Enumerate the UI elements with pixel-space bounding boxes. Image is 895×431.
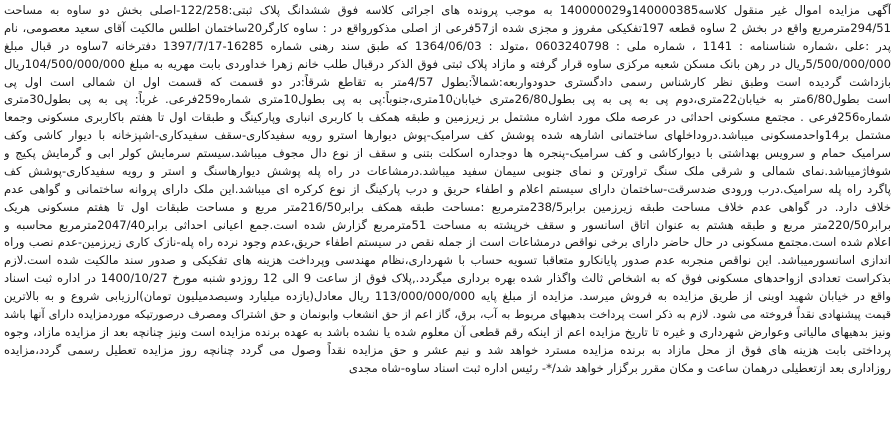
notice-line: پرداختی بابت هزینه های فوق از محل مازاد به برنده مزایده مسترد خواهد شد و نیم عشر و حق مزایده نقداً وصول می گردد چنانچه روز مزایده تعطیل رسمی گردد،مزایده — [4, 342, 891, 357]
notice-line: واقع در خیابان شهید اوینی از طریق مزایده به فروش میرسد. مزایده از مبلغ پایه 113/000/000/000 ریال معادل(یازده میلیارد وسیصدمیلیون تومان)ارزیابی شروع و به بالاترین — [4, 289, 891, 303]
notice-line: مشتمل بر14واحدمسکونی میباشد.دروداخلهای ساختمانی اشارهه شده پوشش کف سرامیک-پوش دیوارها استرو رویه سفیدکاری-سقف سفیدکاری-اشپزخانه با دیوار کاشی وکف — [4, 128, 891, 143]
notice-line: شوفاژمیباشد.نمای شمالی و شرقی ملک سنگ تراورتن و نمای جنوبی سیمان سفید میباشد.درمشاعات در راه پله پوشش دیوارهاسنگ و استر و رویه سفیدکاری-پوشش کف — [4, 163, 891, 178]
notice-line: بازداشت گردیده است وطبق نظر کارشناس رسمی دادگستری حدودواربعه:شمالاً:بطول 4/57متر به تقاطع شرقاً:در دو قسمت که قسمت اول ان شمالی است اول پی — [4, 74, 891, 89]
notice-line: آگهی مزایده اموال غیر منقول کلاسه140000385و140000029 به موجب پرونده های اجرائی کلاسه فوق ششدانگ پلاک ثبتی:122/258-اصلی بخش دو ساوه به مساحت — [4, 3, 891, 17]
notice-line: است بطول6/80متر به خیابان22متری،دوم پی به پی به پی بطول26/80متری خیابان10متری،جنوباً:پی به پی بطول10متری شماره259فرعی. غرباً: پی به پی بطول30متری — [4, 92, 891, 107]
notice-line: خلاف دارد. در گواهی عدم خلاف مساحت طبقه زیرزمین برابر238/5مترمربع :مساحت طبقه همکف برابر216/50متر مربع و مساحت طبقات اول تا هفتم مسکونی هریک — [4, 199, 891, 214]
notice-line: اندازی اسانسورمیباشد. این نواقص منجربه عدم صدور پایانکارو متعاقبا تسویه حساب با شهرداری،نظام مهندسی وپرداخت هزینه های تفکیکی و صدور سند مالکیت شده است.لازم — [4, 253, 891, 268]
notice-line: ونیز بدهیهای مالیاتی وعوارض شهرداری و غیره تا تاریخ مزایده اعم از اینکه رقم قطعی آن معلوم شده یا نشده باشد به عهده برنده مزایده است ونیز چنانچه بعد از مزایده مازاد، وجوه — [4, 324, 891, 339]
notice-line: 294/51مترمربع واقع در بخش 2 ساوه قطعه 197تفکیکی مفروز و مجزی شده از57فرعی از اصلی مذکورواقع در : ساوه کارگر20ساختمان اطلس مالکیت آقای سعید معصومی، نام — [4, 20, 891, 35]
notice-line: 5/500/000/000ریال در رهن بانک مسکن شعبه مرکزی ساوه قرار گرفته و مازاد پلاک ثبتی فوق الذکر درقبال طلب خانم زهرا خداوردی بابت مهریه به مبلغ 104/500/000/000ریال — [4, 56, 891, 71]
notice-line: قیمت پیشنهادی نقداً فروخته می شود. لازم به ذکر است پرداخت بدهیهای مربوط به آب، برق، گاز اعم از حق انشعاب وابونمان و حق اشتراک ومصرف درصورتیکه موردمزایده دارای آنها باشد — [4, 307, 891, 321]
notice-line: پدر :علی ،شماره شناسنامه : 1141 ، شماره ملی : 0603240798 ،متولد : 1364/06/03 که طبق سند رهنی شماره 16285-1397/7/17 دفترخانه 7ساوه در قبال مبلغ — [4, 38, 891, 53]
notice-line: سرامیک حمام و سرویس بهداشتی با دیوارکاشی و کف سرامیک-پنجره ها دوجداره اسکلت بتنی و سقف از نوع دال مجوف میباشد.سیستم سرمایش کولر ابی و گرمایش پکیج و — [4, 146, 891, 160]
notice-line: بذکراست تعدادی ازواحدهای مسکونی فوق که به اشخاص ثالث واگذار شده بهره برداری میگردد.,پلاک فوق از ساعت 9 الی 12 روزدو شنبه مورخ 1400/10/27 در اداره ثبت اسناد — [4, 271, 891, 286]
notice-line: برابر220/50متر مربع و طبقه هشتم به عنوان اتاق اسانسور و سقف خرپشته به مساحت 51مترمربع گزارش شده است.جمع اعیانی احداثی برابر2047/40مترمربع محاسبه و — [4, 217, 891, 232]
notice-line: پاگرد راه پله سرامیک.درب ورودی ضدسرقت-ساختمان دارای سیستم اعلام و اطفاء حریق و درب پارکینگ از نوع کرکره ای میباشد.این ملک دارای پروانه ساختمانی و گواهی عدم — [4, 181, 891, 196]
notice-line-signature: روزاداری بعد ازتعطیلی درهمان ساعت و مکان مقرر برگزار خواهد شد/*- رئیس اداره ثبت اسناد ساوه-شاه مجدی — [348, 360, 891, 375]
notice-line: اعلام شده است.مجتمع مسکونی در حال حاضر دارای برخی نواقص درمشاعات است از جمله نقص در سیستم اطفاء حریق،عدم وجود نرده راه پله-نازک کاری زیرزمین-عدم نصب وراه — [4, 235, 891, 250]
notice-line: شماره256فرعی . مجتمع مسکونی احداثی در عرصه ملک مورد اشاره مشتمل بر زیرزمین و طبقه همکف با کاربری انباری وپارکینگ و طبقات اول تا هفتم باکاربری مسکونی وجمعا — [4, 110, 891, 125]
